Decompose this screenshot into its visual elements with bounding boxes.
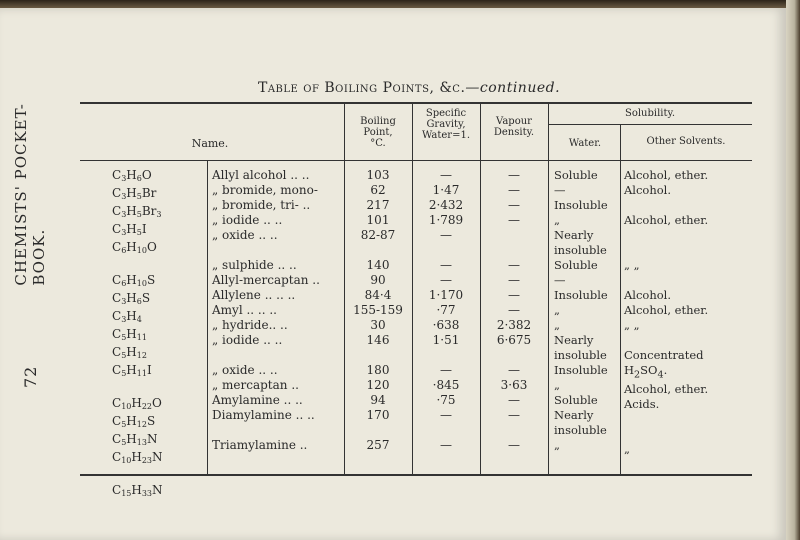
cell-water: Nearly bbox=[554, 333, 594, 347]
header-water: Water. bbox=[568, 138, 602, 149]
cell-name: „ bromide, tri- .. bbox=[212, 198, 311, 212]
cell-bp: 94 bbox=[370, 393, 386, 407]
cell-sg: 1·51 bbox=[432, 333, 460, 347]
cell-vd bbox=[482, 228, 546, 243]
cell-vd: — bbox=[508, 168, 520, 182]
cell-sg: — bbox=[440, 258, 452, 272]
cell-name: Allyl alcohol .. .. bbox=[212, 168, 310, 182]
cell-name: Amyl .. .. .. bbox=[212, 303, 277, 317]
cell-vd: — bbox=[508, 198, 520, 212]
col-sep-4 bbox=[480, 104, 481, 474]
cell-formula: $C_3H_6O$ bbox=[112, 168, 152, 183]
cell-sg: 1·47 bbox=[432, 183, 460, 197]
cell-formula: $C_5H_{11}I$ bbox=[112, 363, 152, 378]
cell-other: Alcohol, ether. bbox=[624, 213, 709, 227]
cell-formula: $C_{10}H_{23}N$ bbox=[112, 450, 163, 465]
cell-other bbox=[624, 273, 752, 288]
cell-name: Diamylamine .. .. bbox=[212, 408, 315, 422]
cell-vd: — bbox=[508, 273, 520, 287]
cell-formula: $C_6H_{10}S$ bbox=[112, 273, 156, 288]
header-other: Other Solvents. bbox=[646, 136, 726, 147]
cell-vd: — bbox=[508, 288, 520, 302]
cell-other: „ „ bbox=[624, 318, 640, 332]
cell-name: „ oxide .. .. bbox=[212, 228, 278, 242]
cell-sg: — bbox=[440, 273, 452, 287]
cell-bp bbox=[346, 348, 410, 363]
cell-name: Allylene .. .. .. bbox=[212, 288, 296, 302]
header-vapour: Vapour Density. bbox=[493, 116, 535, 138]
running-head-title: CHEMISTS' POCKET-BOOK. bbox=[12, 103, 48, 286]
cell-other bbox=[624, 412, 752, 427]
cell-vd: 3·63 bbox=[500, 378, 528, 392]
cell-sg: ·75 bbox=[436, 393, 456, 407]
cell-other: Alcohol. bbox=[624, 183, 672, 197]
cell-water: insoluble bbox=[554, 423, 607, 437]
cell-formula: $C_3H_5Br_3$ bbox=[112, 204, 162, 219]
cell-bp: 155-159 bbox=[353, 303, 403, 317]
col-sep-5 bbox=[548, 104, 549, 474]
cell-name bbox=[212, 423, 344, 438]
cell-vd: — bbox=[508, 213, 520, 227]
cell-bp: 84·4 bbox=[364, 288, 392, 302]
cell-water: — bbox=[554, 273, 566, 287]
cell-bp bbox=[346, 423, 410, 438]
gravity-column bbox=[414, 168, 478, 453]
cell-formula: $C_5H_{13}N$ bbox=[112, 432, 158, 447]
cell-other: Alcohol, ether. bbox=[624, 382, 709, 397]
cell-water: Soluble bbox=[554, 168, 598, 182]
cell-other: „ „ bbox=[624, 258, 640, 272]
cell-sg: — bbox=[440, 363, 452, 377]
cell-other: Acids. bbox=[624, 397, 660, 412]
cell-bp bbox=[346, 243, 410, 258]
running-head bbox=[12, 88, 48, 388]
header-gravity: Specific Gravity, Water=1. bbox=[421, 108, 470, 141]
cell-other: Alcohol. bbox=[624, 288, 672, 302]
cell-other bbox=[624, 427, 752, 442]
cell-other bbox=[624, 198, 752, 213]
cell-name: Triamylamine .. bbox=[212, 438, 308, 452]
header-rule bbox=[80, 160, 752, 161]
name-column bbox=[212, 168, 344, 453]
cell-water: „ bbox=[554, 318, 560, 332]
cell-formula: $C_5H_{11}$ bbox=[112, 327, 147, 342]
cell-formula: $C_3H_5Br$ bbox=[112, 186, 157, 201]
cell-name: „ iodide .. .. bbox=[212, 213, 283, 227]
cell-sg: ·638 bbox=[432, 318, 460, 332]
cell-bp: 140 bbox=[366, 258, 390, 272]
cell-sg: 1·789 bbox=[428, 213, 464, 227]
cell-water: „ bbox=[554, 213, 560, 227]
cell-water: Nearly bbox=[554, 408, 594, 422]
cell-bp: 90 bbox=[370, 273, 386, 287]
cell-formula: $C_{15}H_{33}N$ bbox=[112, 483, 163, 498]
cell-sg: ·77 bbox=[436, 303, 456, 317]
cell-name bbox=[212, 348, 344, 363]
cell-other: Alcohol, ether. bbox=[624, 303, 709, 317]
table-title-continued: —continued. bbox=[465, 80, 561, 96]
cell-water: „ bbox=[554, 303, 560, 317]
solubility-subrule bbox=[548, 124, 752, 125]
table-title-lead: Table of Boiling Points, &c. bbox=[258, 80, 466, 96]
cell-water: Insoluble bbox=[554, 198, 608, 212]
cell-bp: 82-87 bbox=[360, 228, 396, 242]
cell-sg bbox=[414, 243, 478, 258]
cell-bp: 103 bbox=[366, 168, 390, 182]
cell-vd: — bbox=[508, 408, 520, 422]
cell-name: Allyl-mercaptan .. bbox=[212, 273, 320, 287]
cell-sg: ·845 bbox=[432, 378, 460, 392]
cell-vd: — bbox=[508, 393, 520, 407]
cell-vd: — bbox=[508, 303, 520, 317]
cell-bp: 30 bbox=[370, 318, 386, 332]
cell-bp: 101 bbox=[366, 213, 390, 227]
cell-other: Concentrated bbox=[624, 348, 704, 362]
cell-name: „ mercaptan .. bbox=[212, 378, 299, 392]
cell-vd: — bbox=[508, 183, 520, 197]
cell-vd bbox=[482, 348, 546, 363]
cell-bp: 62 bbox=[370, 183, 386, 197]
cell-vd: — bbox=[508, 258, 520, 272]
cell-name bbox=[212, 243, 344, 258]
cell-bp: 217 bbox=[366, 198, 390, 212]
other-column bbox=[624, 168, 752, 457]
cell-name: „ sulphide .. .. bbox=[212, 258, 297, 272]
cell-water: „ bbox=[554, 378, 560, 392]
cell-water: insoluble bbox=[554, 243, 607, 257]
cell-name: „ hydride.. .. bbox=[212, 318, 288, 332]
top-page-edge bbox=[0, 0, 800, 8]
cell-vd bbox=[482, 423, 546, 438]
cell-other: $H_2SO_4$. bbox=[624, 363, 668, 381]
cell-sg: — bbox=[440, 408, 452, 422]
cell-other bbox=[624, 333, 752, 348]
cell-other bbox=[624, 243, 752, 258]
cell-bp: 120 bbox=[366, 378, 390, 392]
vapour-column bbox=[482, 168, 546, 453]
book-page bbox=[0, 8, 786, 540]
cell-water: „ bbox=[554, 438, 560, 452]
col-sep-3 bbox=[412, 104, 413, 474]
cell-bp: 146 bbox=[366, 333, 390, 347]
cell-water: — bbox=[554, 183, 566, 197]
cell-sg: 2·432 bbox=[428, 198, 464, 212]
cell-sg bbox=[414, 348, 478, 363]
cell-name: „ oxide .. .. bbox=[212, 363, 278, 377]
cell-water: Nearly bbox=[554, 228, 594, 242]
header-name: Name. bbox=[191, 137, 229, 150]
cell-vd: — bbox=[508, 438, 520, 452]
cell-name: „ iodide .. .. bbox=[212, 333, 283, 347]
cell-formula: $C_3H_6S$ bbox=[112, 291, 151, 306]
cell-sg bbox=[414, 423, 478, 438]
header-boiling: Boiling Point, °C. bbox=[360, 116, 396, 149]
cell-formula: $C_5H_{12}$ bbox=[112, 345, 147, 360]
cell-bp: 170 bbox=[366, 408, 390, 422]
table-title bbox=[258, 80, 560, 96]
cell-water: Insoluble bbox=[554, 363, 608, 377]
cell-water: Soluble bbox=[554, 258, 598, 272]
cell-other bbox=[624, 228, 752, 243]
header-solubility: Solubility. bbox=[624, 108, 676, 119]
page-edge bbox=[786, 0, 800, 540]
cell-vd: 6·675 bbox=[496, 333, 532, 347]
water-column bbox=[554, 168, 620, 453]
col-sep-2 bbox=[344, 104, 345, 474]
cell-sg: 1·170 bbox=[428, 288, 464, 302]
cell-sg: — bbox=[440, 438, 452, 452]
cell-water: Soluble bbox=[554, 393, 598, 407]
cell-formula bbox=[112, 468, 204, 483]
cell-water: Insoluble bbox=[554, 288, 608, 302]
cell-formula: $C_3H_4$ bbox=[112, 309, 142, 324]
cell-name: „ bromide, mono- bbox=[212, 183, 318, 197]
cell-bp: 257 bbox=[366, 438, 390, 452]
cell-vd: — bbox=[508, 363, 520, 377]
cell-sg: — bbox=[440, 168, 452, 182]
boiling-column bbox=[346, 168, 410, 453]
cell-name: Amylamine .. .. bbox=[212, 393, 303, 407]
col-sep-1 bbox=[207, 160, 208, 474]
formula-column bbox=[112, 168, 204, 501]
cell-other: Alcohol, ether. bbox=[624, 168, 709, 182]
page-number: 72 bbox=[20, 365, 40, 388]
cell-vd: 2·382 bbox=[496, 318, 532, 332]
col-sep-6 bbox=[620, 125, 621, 474]
cell-formula: $C_5H_{12}S$ bbox=[112, 414, 156, 429]
cell-formula: $C_3H_5I$ bbox=[112, 222, 147, 237]
cell-vd bbox=[482, 243, 546, 258]
cell-water: insoluble bbox=[554, 348, 607, 362]
cell-bp: 180 bbox=[366, 363, 390, 377]
cell-formula bbox=[112, 258, 204, 273]
cell-formula bbox=[112, 381, 204, 396]
cell-sg: — bbox=[440, 228, 452, 242]
cell-formula: $C_{10}H_{22}O$ bbox=[112, 396, 162, 411]
top-rule bbox=[80, 102, 752, 104]
cell-other: „ bbox=[624, 442, 630, 457]
cell-formula: $C_6H_{10}O$ bbox=[112, 240, 157, 255]
